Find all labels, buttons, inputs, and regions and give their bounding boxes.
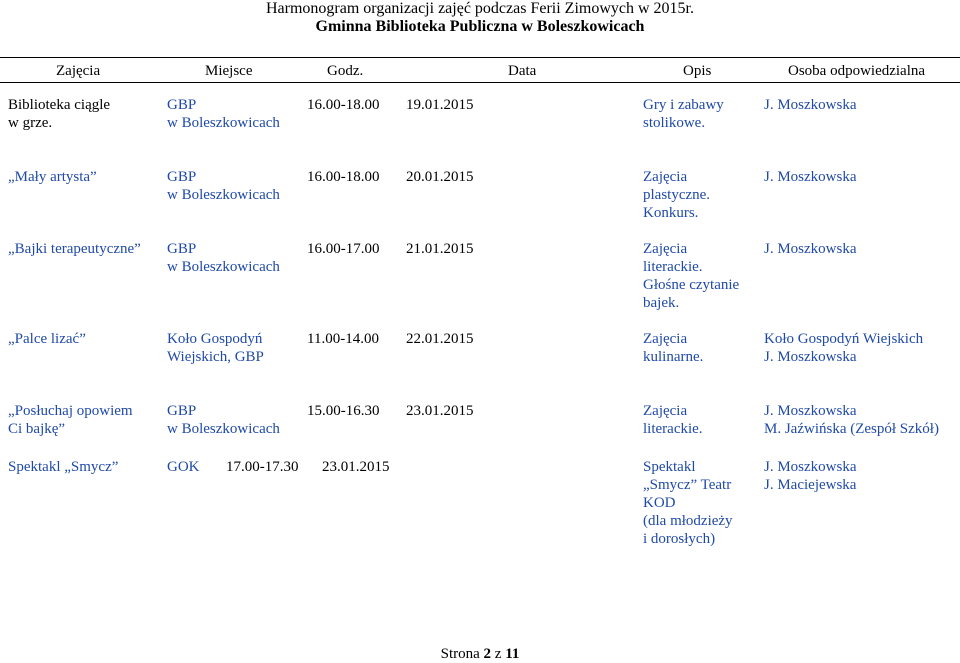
table-header-rule xyxy=(0,82,960,83)
row3-godz: 16.00-17.00 xyxy=(307,241,380,257)
row4-opis: Zajęcia kulinarne. xyxy=(643,331,704,365)
header-zajecia: Zajęcia xyxy=(56,63,101,79)
row5-osoba: J. Moszkowska M. Jaźwińska (Zespół Szkół) xyxy=(764,403,939,437)
row2-opis: Zajęcia plastyczne. Konkurs. xyxy=(643,169,711,221)
row6-zajecia: Spektakl „Smycz” xyxy=(8,459,119,475)
row4-zajecia: „Palce lizać” xyxy=(8,331,86,347)
row2-zajecia: „Mały artysta” xyxy=(8,169,97,185)
row1-osoba: J. Moszkowska xyxy=(764,97,857,113)
row3-data: 21.01.2015 xyxy=(406,241,474,257)
document-subtitle: Gminna Biblioteka Publiczna w Boleszkowicach xyxy=(315,18,645,35)
row1-zajecia: Biblioteka ciągle w grze. xyxy=(8,97,111,131)
row4-godz: 11.00-14.00 xyxy=(307,331,379,347)
row4-miejsce: Koło Gospodyń Wiejskich, GBP xyxy=(167,331,264,365)
row5-miejsce: GBP w Boleszkowicach xyxy=(167,403,280,437)
row5-godz: 15.00-16.30 xyxy=(307,403,380,419)
header-opis: Opis xyxy=(683,63,712,79)
page-number: Strona 2 z 11 xyxy=(440,646,520,662)
row2-miejsce: GBP w Boleszkowicach xyxy=(167,169,280,203)
row6-opis: Spektakl „Smycz” Teatr KOD (dla młodzieży i dorosłych) xyxy=(643,459,733,547)
row5-zajecia: „Posłuchaj opowiem Ci bajkę” xyxy=(8,403,133,437)
row2-osoba: J. Moszkowska xyxy=(764,169,857,185)
row3-opis: Zajęcia literackie. Głośne czytanie bajek. xyxy=(643,241,740,311)
row3-zajecia: „Bajki terapeutyczne” xyxy=(8,241,141,257)
row5-opis: Zajęcia literackie. xyxy=(643,403,703,437)
row2-godz: 16.00-18.00 xyxy=(307,169,380,185)
row1-data: 19.01.2015 xyxy=(406,97,474,113)
row1-miejsce: GBP w Boleszkowicach xyxy=(167,97,280,131)
header-godz: Godz. xyxy=(327,63,364,79)
row4-data: 22.01.2015 xyxy=(406,331,474,347)
row1-opis: Gry i zabawy stolikowe. xyxy=(643,97,724,131)
row6-miejsce: GOK xyxy=(167,459,200,475)
row6-godz: 17.00-17.30 xyxy=(226,459,299,475)
header-miejsce: Miejsce xyxy=(205,63,253,79)
row3-osoba: J. Moszkowska xyxy=(764,241,857,257)
row2-data: 20.01.2015 xyxy=(406,169,474,185)
row3-miejsce: GBP w Boleszkowicach xyxy=(167,241,280,275)
row6-osoba: J. Moszkowska J. Maciejewska xyxy=(764,459,857,493)
header-osoba: Osoba odpowiedzialna xyxy=(788,63,926,79)
row6-data: 23.01.2015 xyxy=(322,459,390,475)
document-title: Harmonogram organizacji zajęć podczas Ferii Zimowych w 2015r. xyxy=(265,0,694,17)
row4-osoba: Koło Gospodyń Wiejskich J. Moszkowska xyxy=(764,331,924,365)
header-data: Data xyxy=(508,63,537,79)
row1-godz: 16.00-18.00 xyxy=(307,97,380,113)
row5-data: 23.01.2015 xyxy=(406,403,474,419)
table-top-rule xyxy=(0,57,960,58)
